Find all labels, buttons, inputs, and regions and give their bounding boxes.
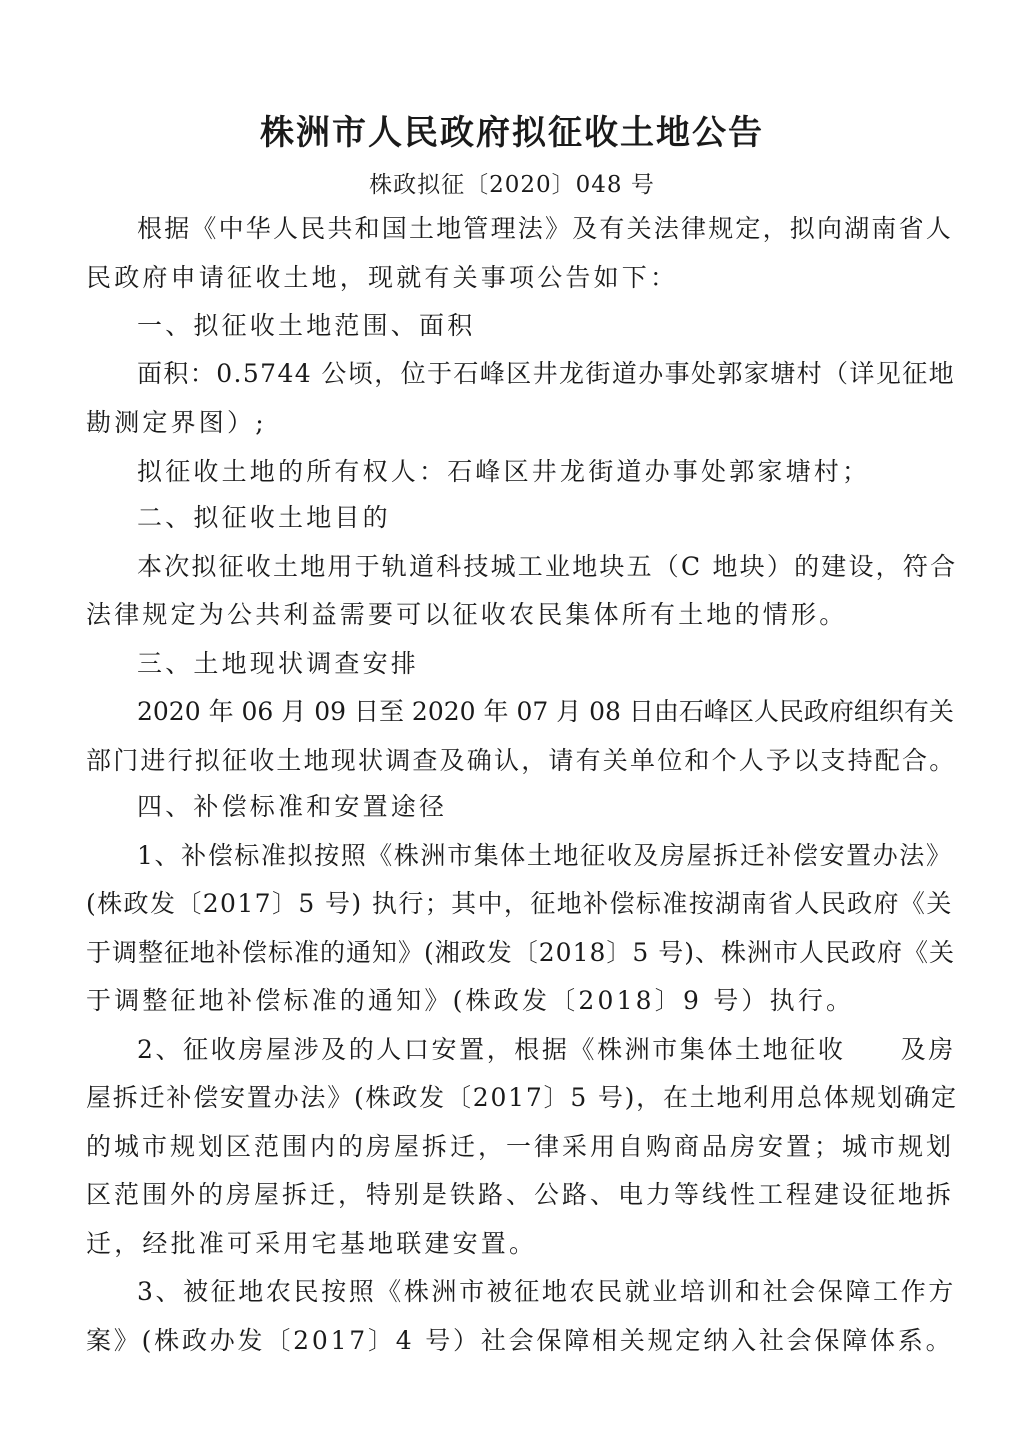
body-line: 1、补偿标准拟按照《株洲市集体土地征收及房屋拆迁补偿安置办法》 — [137, 841, 953, 870]
body-line: 于调整征地补偿标准的通知》(湘政发〔2018〕5 号)、株洲市人民政府《关 — [86, 938, 955, 967]
body-line: 民政府申请征收土地，现就有关事项公告如下： — [86, 263, 679, 292]
body-line: 法律规定为公共利益需要可以征收农民集体所有土地的情形。 — [86, 600, 848, 629]
section-heading: 二、拟征收土地目的 — [137, 503, 391, 532]
section-heading: 三、土地现状调查安排 — [137, 649, 420, 678]
body-line: 2、征收房屋涉及的人口安置，根据《株洲市集体土地征收 及房 — [137, 1035, 956, 1064]
document-title: 株洲市人民政府拟征收土地公告 — [260, 113, 764, 153]
body-line: (株政发〔2017〕5 号) 执行；其中，征地补偿标准按湖南省人民政府《关 — [86, 889, 953, 918]
body-line: 屋拆迁补偿安置办法》(株政发〔2017〕5 号)，在土地利用总体规划确定 — [86, 1083, 958, 1112]
body-line: 面积：0.5744 公顷，位于石峰区井龙街道办事处郭家塘村（详见征地 — [137, 359, 956, 388]
body-line: 勘测定界图）; — [86, 408, 267, 437]
body-line: 2020 年 06 月 09 日至 2020 年 07 月 08 日由石峰区人民政府组织有关 — [137, 697, 954, 726]
body-line: 于调整征地补偿标准的通知》(株政发〔2018〕9 号）执行。 — [86, 986, 855, 1015]
document-number: 株政拟征〔2020〕048 号 — [369, 172, 655, 198]
body-line: 的城市规划区范围内的房屋拆迁，一律采用自购商品房安置；城市规划 — [86, 1132, 955, 1161]
section-heading: 一、拟征收土地范围、面积 — [137, 311, 476, 340]
section-heading: 四、补偿标准和安置途径 — [137, 792, 448, 821]
body-line: 案》(株政办发〔2017〕4 号）社会保障相关规定纳入社会保障体系。 — [86, 1326, 954, 1355]
body-line: 区范围外的房屋拆迁，特别是铁路、公路、电力等线性工程建设征地拆 — [86, 1180, 955, 1209]
body-line: 迁，经批准可采用宅基地联建安置。 — [86, 1229, 538, 1258]
body-line: 部门进行拟征收土地现状调查及确认，请有关单位和个人予以支持配合。 — [86, 746, 957, 775]
body-line: 根据《中华人民共和国土地管理法》及有关法律规定，拟向湖南省人 — [137, 214, 954, 243]
body-line: 拟征收土地的所有权人：石峰区井龙街道办事处郭家塘村； — [137, 457, 871, 486]
body-line: 3、被征地农民按照《株洲市被征地农民就业培训和社会保障工作方 — [137, 1277, 956, 1306]
body-line: 本次拟征收土地用于轨道科技城工业地块五（C 地块）的建设，符合 — [137, 552, 958, 581]
